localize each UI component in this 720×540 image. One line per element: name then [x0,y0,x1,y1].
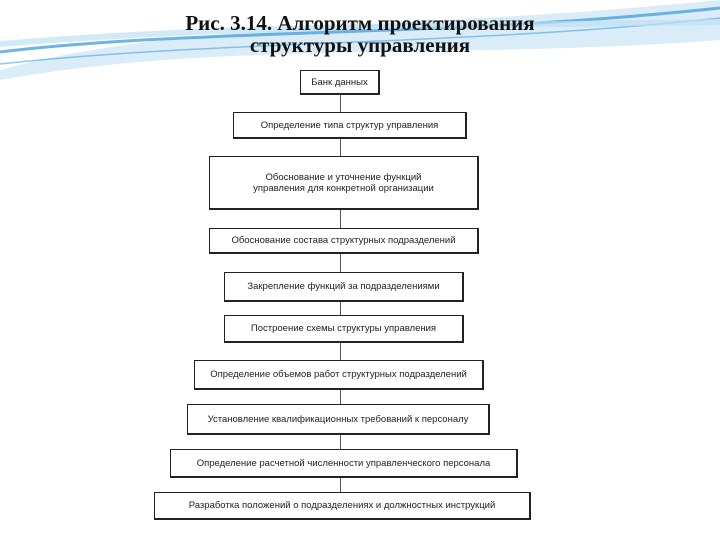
step-structure-type: Определение типа структур управления [233,112,467,139]
connector-line [340,390,341,404]
step-functions-justification: Обоснование и уточнение функций управления для конкретной организации [209,156,479,210]
step-functions-assignment: Закрепление функций за подразделениями [224,272,464,302]
step-structure-scheme: Построение схемы структуры управления [224,315,464,343]
step-qualification-requirements: Установление квалификационных требований к персоналу [187,404,490,435]
connector-line [340,435,341,449]
connector-line [340,95,341,112]
connector-line [340,254,341,272]
connector-line [340,478,341,492]
step-subdivisions-composition: Обоснование состава структурных подразделений [209,228,479,254]
step-work-volumes: Определение объемов работ структурных подразделений [194,360,484,390]
title-line-2: структуры управления [249,33,471,57]
connector-line [340,210,341,228]
connector-line [340,139,341,156]
step-staff-headcount: Определение расчетной численности управленческого персонала [170,449,518,478]
connector-line [340,302,341,315]
step-regulations-development: Разработка положений о подразделениях и должностных инструкций [154,492,531,520]
title-line-1: Рис. 3.14. Алгоритм проектирования [185,11,535,35]
step-data-bank: Банк данных [300,70,380,95]
connector-line [340,343,341,360]
